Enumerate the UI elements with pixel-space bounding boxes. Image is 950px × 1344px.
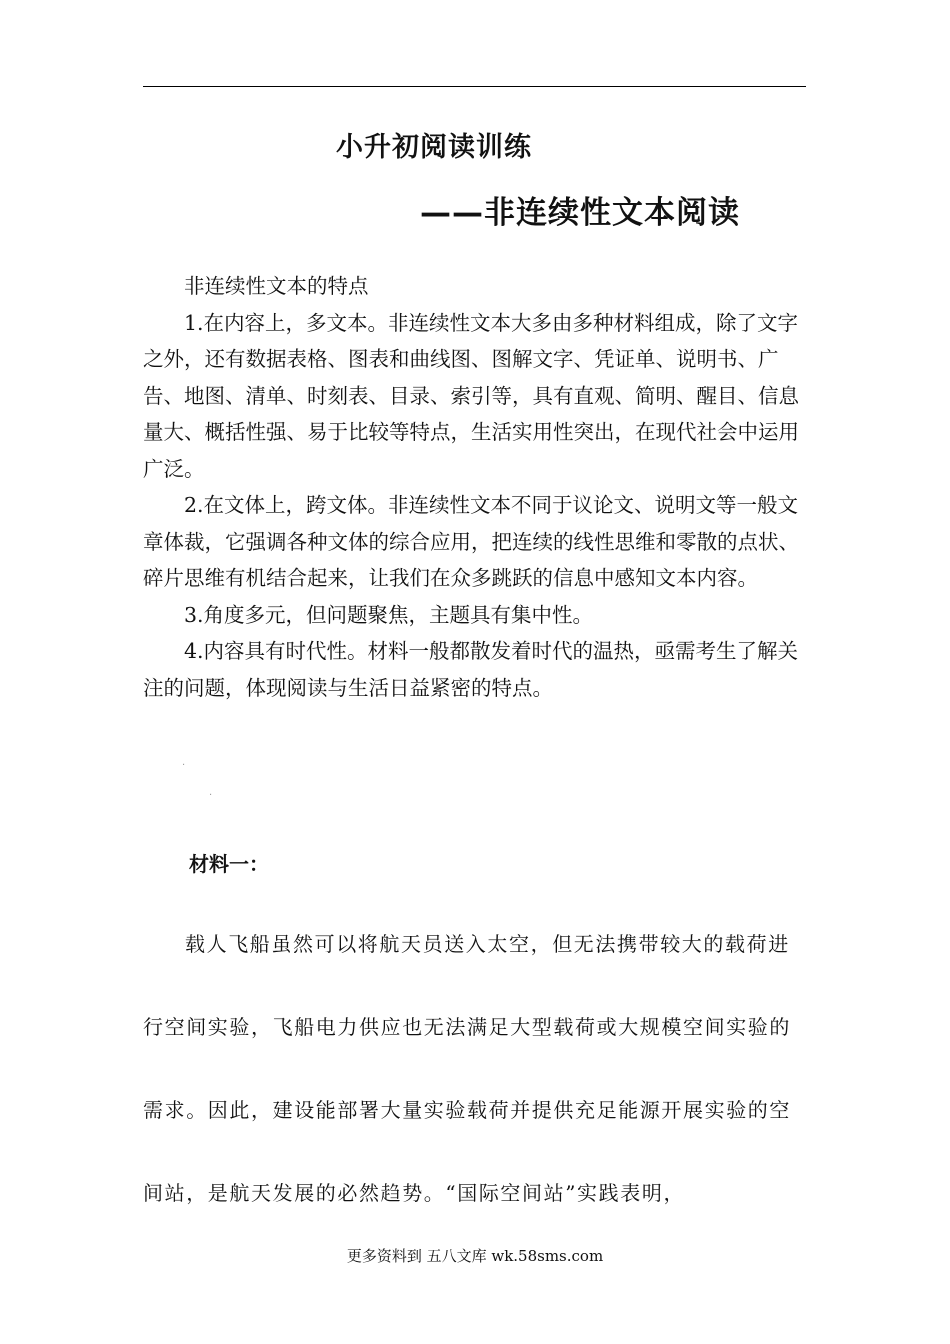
intro-paragraph-4: 4.内容具有时代性。材料一般都散发着时代的温热，亟需考生了解关注的问题，体现阅读与生活日益紧密的特点。 (143, 639, 799, 700)
paragraph-mark: · (209, 790, 213, 801)
intro-paragraph-1: 1.在内容上，多文本。非连续性文本大多由多种材料组成，除了文字之外，还有数据表格、图表和曲线图、图解文字、凭证单、说明书、广告、地图、清单、时刻表、目录、索引等，具有直观、简明、醒目、信息量大、概括性强、易于比较等特点，生活实用性突出，在现代社会中运用广泛。 (143, 310, 799, 481)
paragraph-mark: · (182, 760, 186, 771)
intro-paragraph-2: 2.在文体上，跨文体。非连续性文本不同于议论文、说明文等一般文章体裁，它强调各种文体的综合应用，把连续的线性思维和零散的点状、碎片思维有机结合起来，让我们在众多跳跃的信息中感知文本内容。 (143, 493, 799, 590)
material-text: 载人飞船虽然可以将航天员送入太空，但无法携带较大的载荷进行空间实验，飞船电力供应也无法满足大型载荷或大规模空间实验的需求。因此，建设能部署大量实验载荷并提供充足能源开展实验的空间站，是航天发展的必然趋势。“国际空间站”实践表明， (143, 932, 791, 1205)
material-label: 材料一： (189, 852, 269, 876)
intro-paragraph-3: 3.角度多元，但问题聚焦，主题具有集中性。 (184, 602, 594, 627)
page-title: 小升初阅读训练 (336, 132, 532, 163)
intro-section (143, 268, 803, 706)
page-subtitle: ——非连续性文本阅读 (420, 195, 740, 231)
footer-link[interactable]: 更多资料到 五八文库 wk.58sms.com (346, 1247, 604, 1265)
top-rule (143, 86, 806, 87)
intro-heading: 非连续性文本的特点 (184, 274, 369, 298)
